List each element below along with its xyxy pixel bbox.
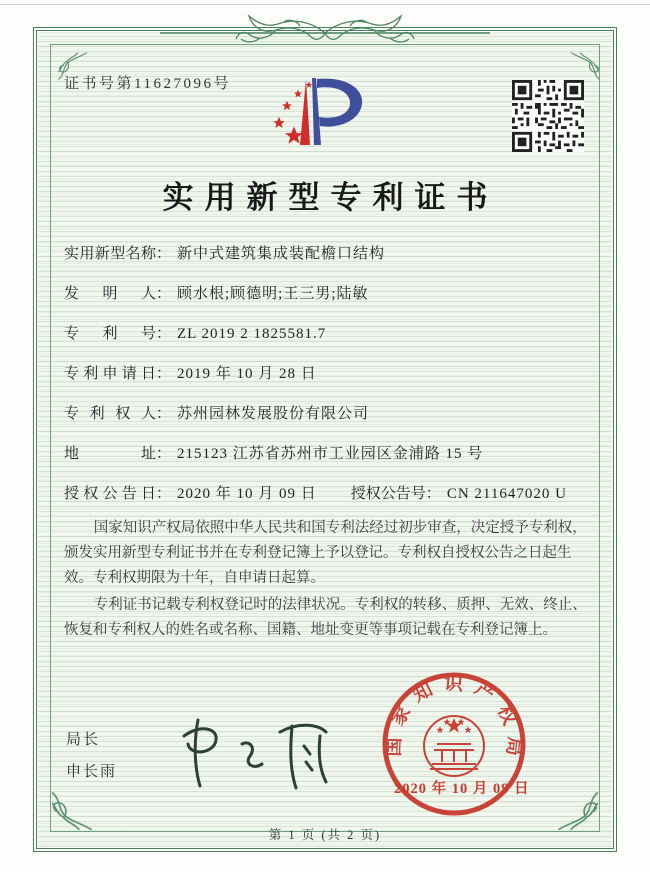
colon: ： [156, 366, 172, 382]
field-row-patentee [64, 404, 594, 424]
official-seal-icon [374, 664, 534, 824]
field-label-patent-no: 专利号 [64, 326, 156, 342]
field-value-name: 新中式建筑集成装配檐口结构 [177, 246, 386, 262]
colon: ： [156, 446, 172, 462]
field-value-grant-date: 2020 年 10 月 09 日 [177, 486, 317, 502]
dragon-ornament-icon [160, 12, 490, 52]
seal-date: 2020 年 10 月 09 日 [394, 781, 530, 797]
field-row-filing-date [64, 364, 594, 384]
colon: ： [156, 246, 172, 262]
field-label-name: 实用新型名称 [64, 246, 156, 262]
field-value-patentee: 苏州园林发展股份有限公司 [177, 406, 370, 422]
seal-ring-text: 国家知识产权局 [383, 673, 526, 767]
legal-paragraph-2: 专利证书记载专利权登记时的法律状况。专利权的转移、质押、无效、终止、恢复和专利权人的姓名或名称、国籍、地址变更等事项记载在专利登记簿上。 [64, 596, 587, 638]
cnipa-logo-icon [270, 76, 366, 148]
legal-text [64, 516, 592, 645]
field-label-inventor: 发明人 [64, 286, 156, 302]
field-label-filing-date: 专利申请日 [64, 366, 156, 382]
field-value-address: 215123 江苏省苏州市工业园区金浦路 15 号 [177, 446, 484, 462]
field-value-grant-no: CN 211647020 U [446, 486, 567, 502]
field-value-patent-no: ZL 2019 2 1825581.7 [177, 326, 327, 342]
corner-flourish-icon [552, 784, 598, 830]
certificate-number: 证书号第11627096号 [64, 76, 231, 92]
field-row-address [64, 444, 594, 464]
field-label-patentee: 专利权人 [64, 406, 156, 422]
field-row-inventor [64, 284, 594, 304]
legal-paragraph-1: 国家知识产权局依照中华人民共和国专利法经过初步审查，决定授予专利权，颁发实用新型专利证书并在专利登记簿上予以登记。专利权自授权公告之日起生效。专利权期限为十年，自申请日起算。 [64, 520, 587, 586]
field-row-patent-no [64, 324, 594, 344]
page-footer: 第 1 页 (共 2 页) [268, 828, 382, 842]
director-title: 局长 [66, 732, 101, 748]
colon: ： [156, 326, 172, 342]
field-row-grant [64, 484, 594, 504]
colon: ： [156, 286, 172, 302]
fields-section [64, 244, 594, 524]
corner-flourish-icon [52, 784, 98, 830]
director-signature-icon [180, 710, 340, 794]
scan-edge [0, 4, 650, 5]
certificate-title: 实用新型专利证书 [162, 180, 499, 215]
colon: ： [156, 406, 172, 422]
field-label-grant-date: 授权公告日 [64, 486, 156, 502]
field-value-filing-date: 2019 年 10 月 28 日 [177, 366, 317, 382]
colon: ： [156, 486, 172, 502]
field-label-address: 地址 [64, 446, 156, 462]
field-row-name [64, 244, 594, 264]
director-name: 申长雨 [66, 764, 118, 780]
field-label-grant-no: 授权公告号 [350, 486, 426, 502]
qr-code [512, 80, 584, 152]
field-value-inventor: 顾水根;顾德明;王三男;陆敏 [177, 286, 369, 302]
colon: ： [425, 486, 441, 502]
